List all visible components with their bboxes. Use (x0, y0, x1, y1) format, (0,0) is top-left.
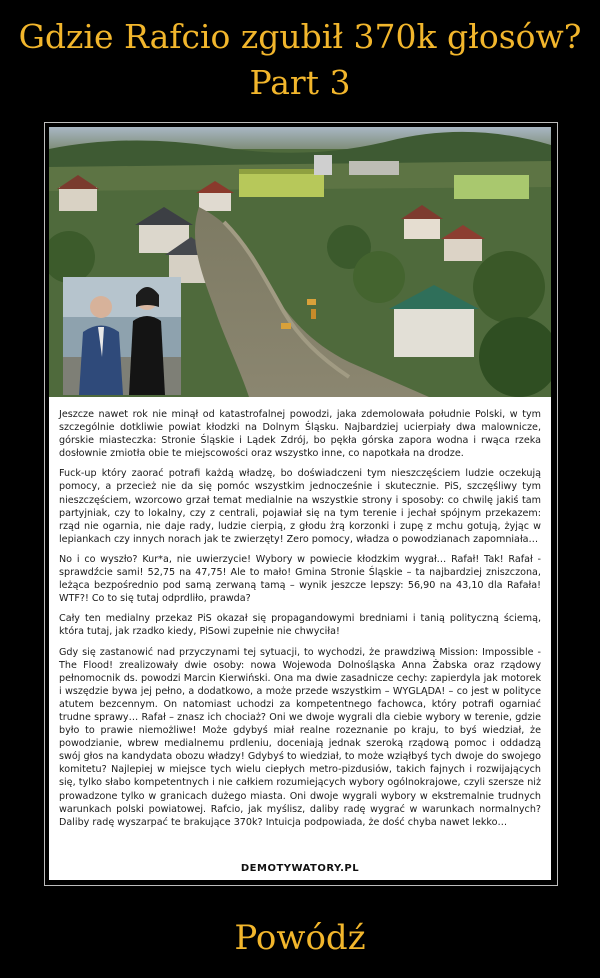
demotivator-caption: Powódź (234, 918, 366, 958)
watermark-text: DEMOTYWATORY.PL (235, 862, 365, 875)
article-text (59, 408, 541, 836)
picture-card (49, 127, 551, 880)
article-paragraph-4: Cały ten medialny przekaz PiS okazał się propagandowymi bredniami i tanią polityczną ściemą, która tutaj, jak rzadko kiedy, PiSowi zupełnie nie chwyciła! (59, 613, 541, 638)
title-line-1: Gdzie Rafcio zgubił 370k głosów? (18, 17, 582, 56)
title-line-2: Part 3 (249, 63, 351, 102)
article-paragraph-1: Jeszcze nawet rok nie minął od katastrofalnej powodzi, jaka zdemolowała południe Polski, w tym szczególnie dotkliwie powiat kłodzki na Dolnym Śląsku. Najbardziej ucierpiały dwa malownicze, górskie miasteczka: Stronie Śląskie i Lądek Zdrój, bo pękła górska zapora wodna i rwąca rzeka dosłownie zmiotła obie te miejscowości oraz wszystko inne, co napotkała na drodze. (59, 409, 541, 460)
article-paragraph-2: Fuck-up który zaorać potrafi każdą władzę, bo doświadczeni tym nieszczęściem ludzie oczekują pomocy, a przecież nie da się pomóc wszystkim jednocześnie i skutecznie. PiS, szczęśliwy tym nieszczęściem, wzorcowo grzał temat medialnie na wszystkie strony i sposoby: co chwilę jakiś tam partyjniak, czy to lokalny, czy z centrali, pojawiał się na tym terenie i jechał spójnym przekazem: rząd nie ogarnia, nie daje rady, ludzie cierpią, z głodu żrą korzonki i zupę z mchu gotują, żyjąc w lepiankach czy innych norach jak te zwierzęty! Zero pomocy, władza o powodzianach zapomniała… (59, 468, 541, 545)
flood-aerial-photo-icon (49, 127, 551, 397)
watermark (0, 862, 600, 875)
article-paragraph-5: Gdy się zastanowić nad przyczynami tej sytuacji, to wychodzi, że prawdziwą Mission: Impossible - The Flood! zrealizowały dwie osoby: nowa Wojewoda Dolnośląska Anna Żabska oraz rządowy pełnomocnik ds. powodzi Marcin Kierwiński. Ona ma dwie zasadnicze cechy: zapierdyla jak motorek i wszędzie bywa jej pełno, a dodatkowo, a może przede wszystkim – WYGLĄDA! – co jest w polityce atutem bezcennym. On natomiast uchodzi za kompetentnego fachowca, który potrafi ogarniać trudne sprawy… Rafał – znasz ich chociaż? Oni we dwoje wygrali dla ciebie wybory w terenie, gdzie było to prawie niemożliwe! Może gdybyś miał realne rozeznanie po kraju, to byś wiedział, że powodzianie, wbrew medialnemu prdleniu, doceniają jednak szeroką rządową pomoc i oddadzą swój głos na kandydata obozu władzy! Gdybyś to wiedział, to może wziąłbyś tych dwoje do swojego komitetu? Najlepiej w miejsce tych wielu ciepłych metro-pizdusiów, takich fajnych i rozwijających się, tylko słabo kompetentnych i nie całkiem rozumiejących wybory ogólnokrajowe, czyli szersze niż prowadzone tylko w granicach dużego miasta. Oni dwoje wygrali wybory w ekstremalnie trudnych warunkach polski powiatowej. Rafcio, jak myślisz, daliby radę wygrać w warunkach normalnych? Daliby radę wyszarpać te brakujące 370k? Intuicja podpowiada, że dość chyba nawet lekko… (59, 646, 541, 828)
article-paragraph-3: No i co wyszło? Kur*a, nie uwierzycie! Wybory w powiecie kłodzkim wygrał… Rafał! Tak! Rafał - sprawdźcie sami! 52,75 na 47,75! Ale to mało! Gmina Stronie Śląskie – ta najbardziej zniszczona, leżąca bezpośrednio pod samą zerwaną tamą – wynik jeszcze lepszy: 56,90 na 43,10 dla Rafała! WTF?! Co to się tutaj odprdliło, prawda? (59, 553, 541, 605)
two-politicians-photo-icon (63, 277, 181, 395)
demotivator-title (0, 14, 600, 106)
